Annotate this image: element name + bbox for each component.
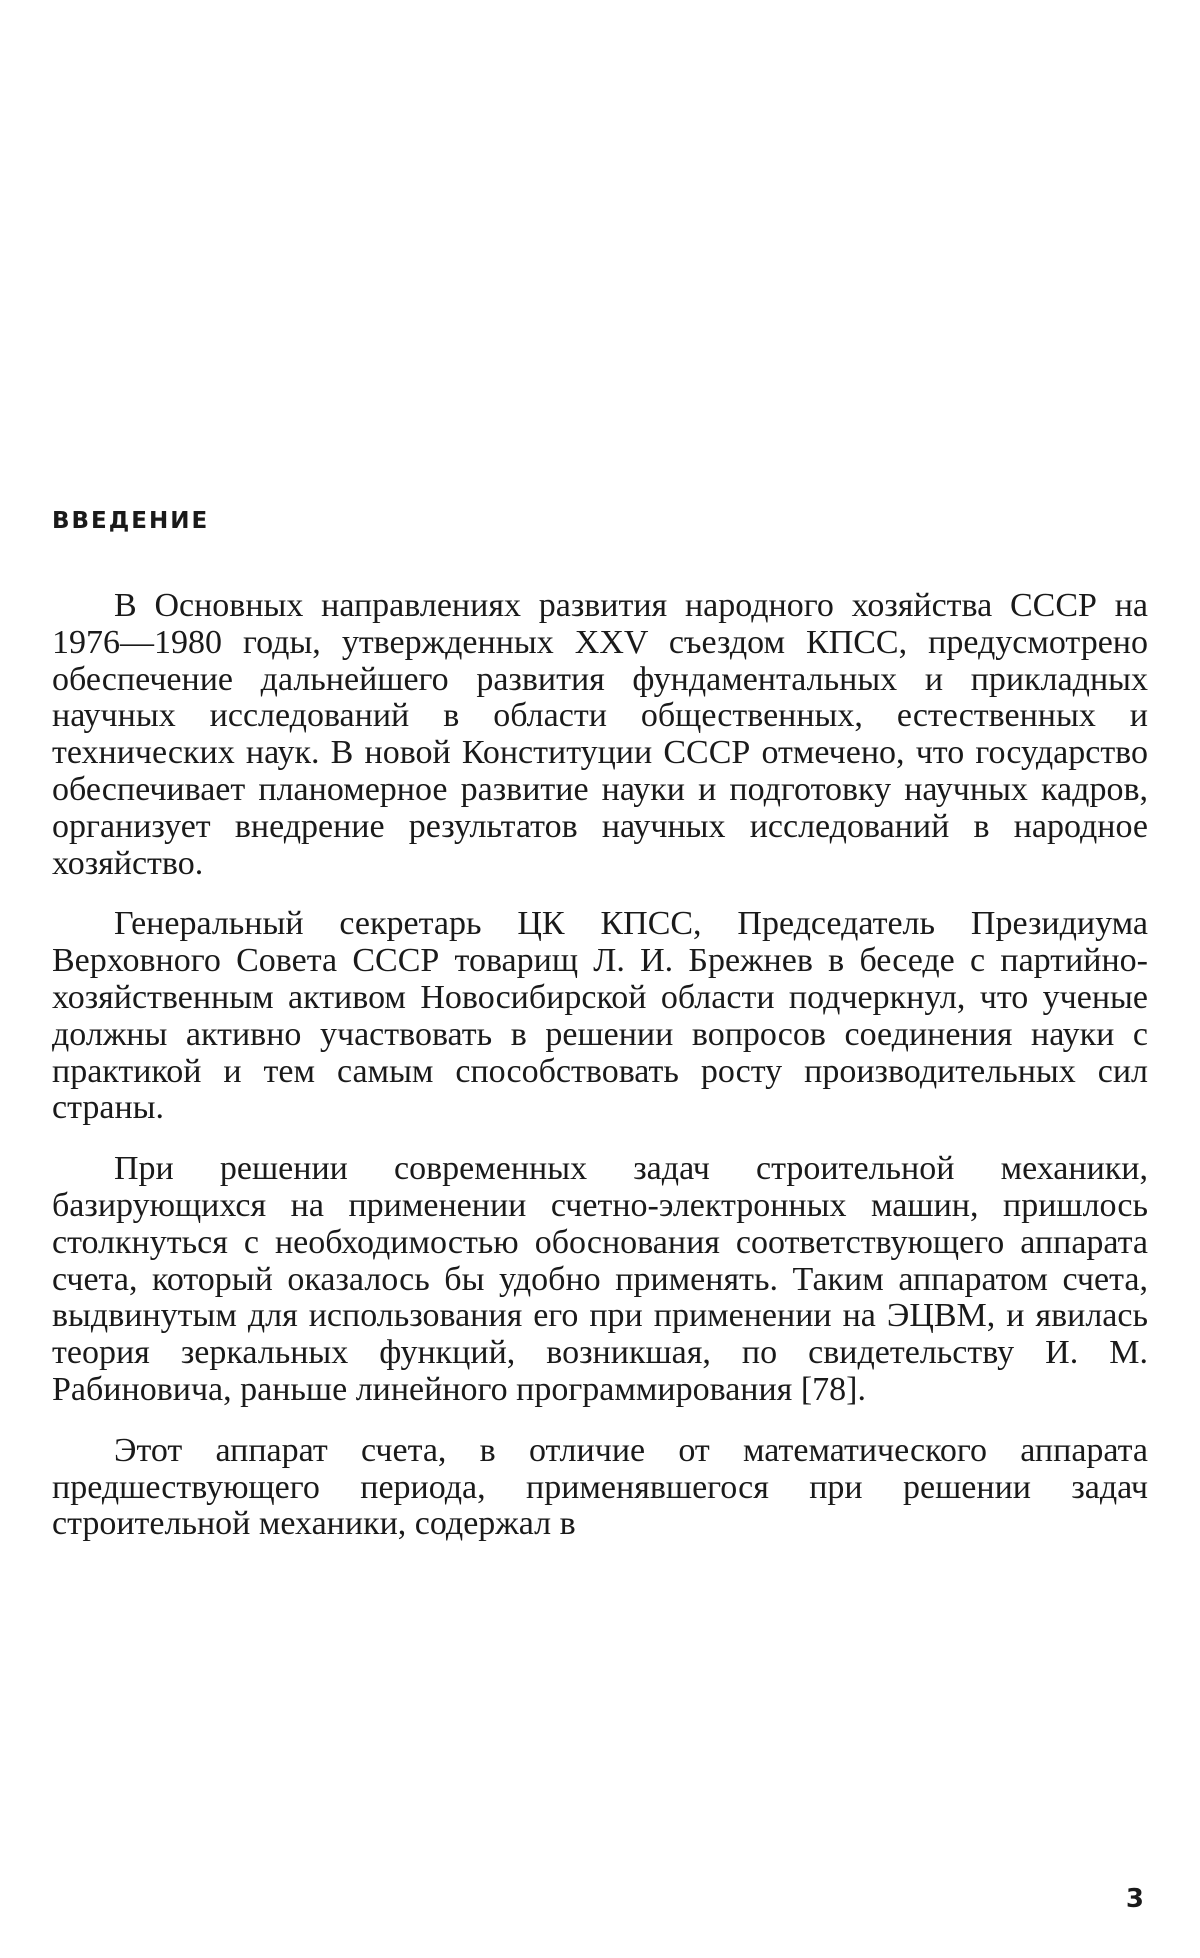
paragraph: В Основных направлениях развития народного хозяйства СССР на 1976—1980 годы, утвержденных XXV съездом КПСС, предусмотрено обеспечение дальнейшего развития фундаментальных и прикладных научных исследований в области общественных, естественных и технических наук. В новой Конституции СССР отмечено, что государство обеспечивает планомерное развитие науки и подготовку научных кадров, организует внедрение результатов научных исследований в народное хозяйство. (52, 587, 1148, 882)
paragraph: Генеральный секретарь ЦК КПСС, Председатель Президиума Верховного Совета СССР товарищ Л. И. Брежнев в беседе с партийно-хозяйственным активом Новосибирской области подчеркнул, что ученые должны активно участвовать в решении вопросов соединения науки с практикой и тем самым способствовать росту производительных сил страны. (52, 905, 1148, 1127)
paragraph: Этот аппарат счета, в отличие от математического аппарата предшествующего периода, применявшегося при решении задач строительной механики, содержал в (52, 1431, 1148, 1543)
paragraph: При решении современных задач строительной механики, базирующихся на применении счетно-электронных машин, пришлось столкнуться с необходимостью обоснования соответствующего аппарата счета, который оказалось бы удобно применять. Таким аппаратом счета, выдвинутым для использования его при применении на ЭЦВМ, и явилась теория зеркальных функций, возникшая, по свидетельству И. М. Рабиновича, раньше линейного программирования [78]. (52, 1150, 1148, 1408)
body-text (52, 588, 1148, 1567)
chapter-heading: ВВЕДЕНИЕ (52, 508, 210, 534)
page-number: 3 (1125, 1884, 1144, 1914)
